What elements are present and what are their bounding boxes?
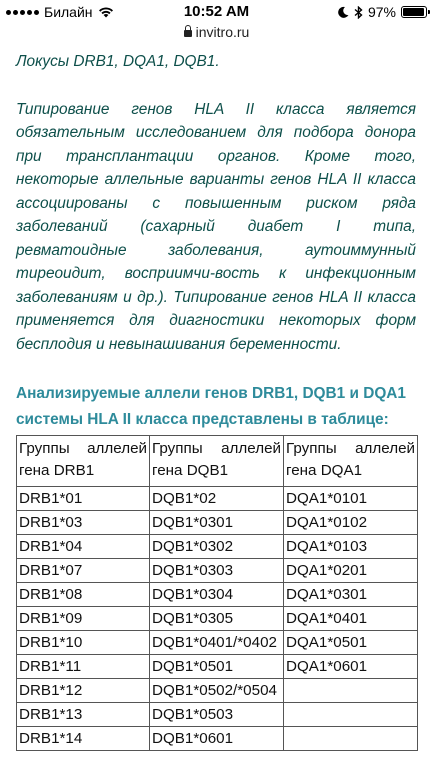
table-cell: DQA1*0401 [284, 607, 418, 631]
table-cell: DRB1*03 [17, 511, 150, 535]
table-cell: DRB1*09 [17, 607, 150, 631]
table-row [17, 679, 418, 703]
table-row [17, 559, 418, 583]
table-cell: DRB1*14 [17, 727, 150, 751]
table-cell: DQA1*0102 [284, 511, 418, 535]
table-cell: DRB1*08 [17, 583, 150, 607]
table-cell: DRB1*10 [17, 631, 150, 655]
status-bar [0, 0, 433, 24]
table-cell: DQA1*0101 [284, 487, 418, 511]
header-cell-dqa1: Группы аллелей гена DQA1 [284, 436, 418, 487]
table-row [17, 703, 418, 727]
loci-text: Локусы DRB1, DQA1, DQB1. [16, 53, 220, 70]
table-row [17, 535, 418, 559]
battery-level-fill [403, 8, 424, 16]
table-cell: DQA1*0103 [284, 535, 418, 559]
table-cell [284, 679, 418, 703]
header-cell-dqb1: Группы аллелей гена DQB1 [150, 436, 284, 487]
table-cell: DQB1*0601 [150, 727, 284, 751]
lock-icon [184, 30, 192, 37]
table-cell [284, 727, 418, 751]
table-row [17, 511, 418, 535]
bluetooth-icon [354, 6, 363, 19]
status-right [338, 4, 427, 20]
table-row [17, 727, 418, 751]
table-cell: DQB1*0502/*0504 [150, 679, 284, 703]
table-cell: DRB1*13 [17, 703, 150, 727]
table-row [17, 631, 418, 655]
table-cell: DQB1*0302 [150, 535, 284, 559]
alleles-table [16, 435, 418, 751]
header-cell-drb1: Группы аллелей гена DRB1 [17, 436, 150, 487]
table-cell: DRB1*12 [17, 679, 150, 703]
table-row [17, 655, 418, 679]
table-row [17, 487, 418, 511]
table-cell: DQB1*0401/*0402 [150, 631, 284, 655]
battery-icon [401, 6, 427, 18]
table-cell: DQA1*0301 [284, 583, 418, 607]
table-cell: DRB1*04 [17, 535, 150, 559]
clock: 10:52 AM [183, 3, 250, 20]
address-bar[interactable] [0, 24, 433, 44]
table-cell: DQA1*0601 [284, 655, 418, 679]
moon-icon [338, 6, 349, 18]
table-cell: DQB1*0301 [150, 511, 284, 535]
table-cell: DRB1*11 [17, 655, 150, 679]
table-heading: Анализируемые аллели генов DRB1, DQB1 и DQA1 системы HLA II класса представлены в таблице: [16, 385, 406, 428]
table-cell: DQA1*0501 [284, 631, 418, 655]
article-body [16, 50, 416, 433]
table-cell: DQB1*0305 [150, 607, 284, 631]
table-cell: DRB1*07 [17, 559, 150, 583]
table-cell: DQB1*0303 [150, 559, 284, 583]
carrier-name: Билайн [44, 4, 93, 20]
table-cell: DQB1*0503 [150, 703, 284, 727]
table-cell [284, 703, 418, 727]
table-cell: DRB1*01 [17, 487, 150, 511]
table-cell: DQB1*0304 [150, 583, 284, 607]
table-cell: DQB1*0501 [150, 655, 284, 679]
table-row [17, 607, 418, 631]
table-row [17, 583, 418, 607]
url-domain: invitro.ru [195, 24, 250, 40]
table-header-row [17, 436, 418, 487]
table-cell: DQB1*02 [150, 487, 284, 511]
table-cell: DQA1*0201 [284, 559, 418, 583]
typing-paragraph: Типирование генов HLA II класса является обязательным исследованием для подбора донора при трансплантации органов. Кроме того, некоторые аллельные варианты генов HLA II класса ассоциированы с повышенным риском ряда заболеваний (сахарный диабет I типа, ревматоидные заболевания, аутоиммунный тиреоидит, восприимчи-вость к инфекционным заболеваниям и др.). Типирование генов HLA II класса применяется для диагностики некоторых форм бесплодия и невынашивания беременности. [16, 100, 416, 353]
battery-percent: 97% [367, 4, 396, 20]
